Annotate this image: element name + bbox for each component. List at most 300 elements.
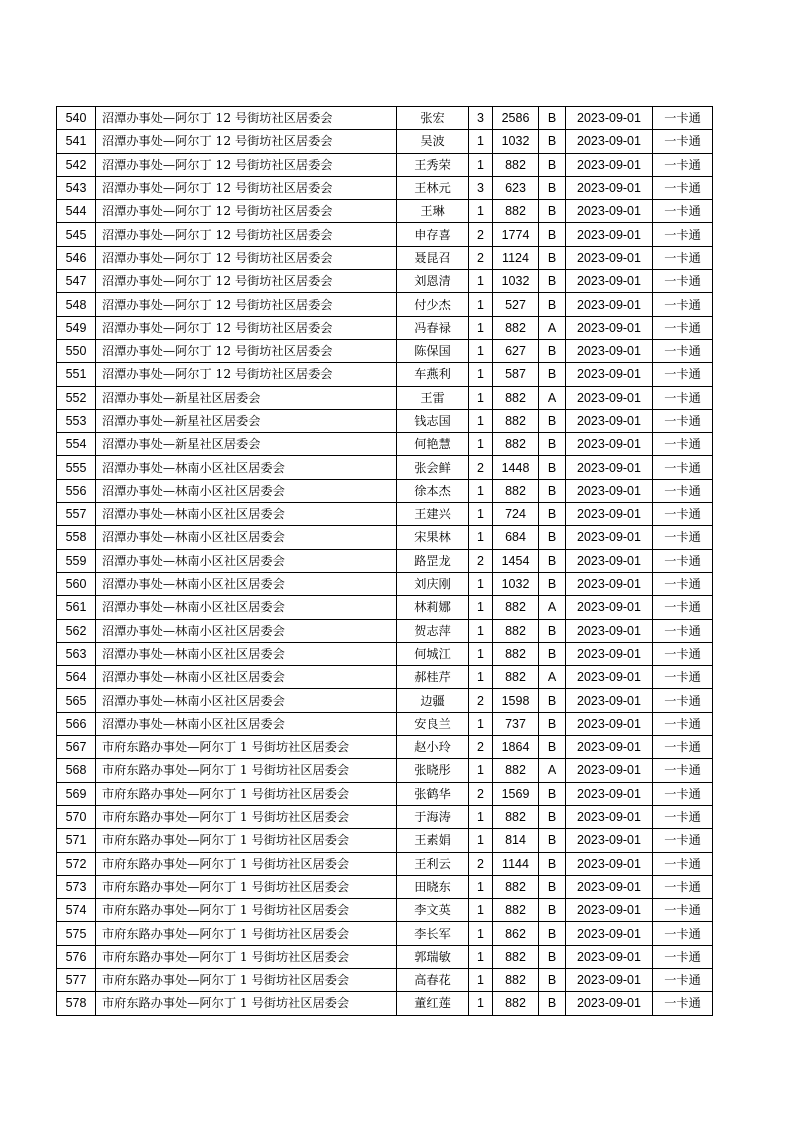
row-number: 561 (57, 596, 96, 619)
amount-cell: 882 (493, 992, 539, 1015)
row-number: 565 (57, 689, 96, 712)
table-row (57, 503, 713, 526)
category-cell: B (539, 642, 566, 665)
name-cell: 李文英 (397, 899, 469, 922)
organization-cell: 沼潭办事处—阿尔丁 12 号街坊社区居委会 (96, 223, 397, 246)
table-row (57, 270, 713, 293)
payment-method-cell: 一卡通 (653, 712, 713, 735)
amount-cell: 814 (493, 829, 539, 852)
household-count-cell: 1 (469, 153, 493, 176)
household-count-cell: 1 (469, 572, 493, 595)
category-cell: B (539, 945, 566, 968)
table-row (57, 107, 713, 130)
row-number: 577 (57, 968, 96, 991)
row-number: 575 (57, 922, 96, 945)
table-row (57, 736, 713, 759)
household-count-cell: 2 (469, 689, 493, 712)
category-cell: B (539, 107, 566, 130)
table-row (57, 852, 713, 875)
organization-cell: 沼潭办事处—林南小区社区居委会 (96, 526, 397, 549)
organization-cell: 沼潭办事处—林南小区社区居委会 (96, 456, 397, 479)
category-cell: B (539, 875, 566, 898)
household-count-cell: 2 (469, 782, 493, 805)
organization-cell: 市府东路办事处—阿尔丁 1 号街坊社区居委会 (96, 875, 397, 898)
table-row (57, 339, 713, 362)
amount-cell: 882 (493, 899, 539, 922)
organization-cell: 沼潭办事处—新星社区居委会 (96, 409, 397, 432)
household-count-cell: 1 (469, 875, 493, 898)
row-number: 562 (57, 619, 96, 642)
amount-cell: 627 (493, 339, 539, 362)
household-count-cell: 2 (469, 736, 493, 759)
date-cell: 2023-09-01 (566, 899, 653, 922)
category-cell: B (539, 433, 566, 456)
date-cell: 2023-09-01 (566, 992, 653, 1015)
row-number: 569 (57, 782, 96, 805)
name-cell: 张会鲜 (397, 456, 469, 479)
amount-cell: 882 (493, 596, 539, 619)
row-number: 568 (57, 759, 96, 782)
table-row (57, 712, 713, 735)
category-cell: B (539, 200, 566, 223)
organization-cell: 市府东路办事处—阿尔丁 1 号街坊社区居委会 (96, 829, 397, 852)
row-number: 571 (57, 829, 96, 852)
date-cell: 2023-09-01 (566, 712, 653, 735)
amount-cell: 862 (493, 922, 539, 945)
row-number: 551 (57, 363, 96, 386)
date-cell: 2023-09-01 (566, 642, 653, 665)
household-count-cell: 3 (469, 107, 493, 130)
household-count-cell: 1 (469, 596, 493, 619)
household-count-cell: 1 (469, 363, 493, 386)
payment-method-cell: 一卡通 (653, 363, 713, 386)
row-number: 563 (57, 642, 96, 665)
row-number: 572 (57, 852, 96, 875)
amount-cell: 882 (493, 386, 539, 409)
name-cell: 何艳慧 (397, 433, 469, 456)
name-cell: 王秀荣 (397, 153, 469, 176)
amount-cell: 1569 (493, 782, 539, 805)
payment-method-cell: 一卡通 (653, 153, 713, 176)
table-row (57, 968, 713, 991)
row-number: 564 (57, 666, 96, 689)
organization-cell: 沼潭办事处—阿尔丁 12 号街坊社区居委会 (96, 246, 397, 269)
row-number: 541 (57, 130, 96, 153)
household-count-cell: 1 (469, 759, 493, 782)
table-row (57, 526, 713, 549)
name-cell: 李长军 (397, 922, 469, 945)
amount-cell: 882 (493, 642, 539, 665)
name-cell: 冯春禄 (397, 316, 469, 339)
date-cell: 2023-09-01 (566, 619, 653, 642)
payment-method-cell: 一卡通 (653, 456, 713, 479)
date-cell: 2023-09-01 (566, 479, 653, 502)
table-row (57, 153, 713, 176)
row-number: 548 (57, 293, 96, 316)
row-number: 542 (57, 153, 96, 176)
amount-cell: 587 (493, 363, 539, 386)
amount-cell: 882 (493, 409, 539, 432)
household-count-cell: 1 (469, 409, 493, 432)
organization-cell: 沼潭办事处—阿尔丁 12 号街坊社区居委会 (96, 339, 397, 362)
name-cell: 董红莲 (397, 992, 469, 1015)
row-number: 555 (57, 456, 96, 479)
name-cell: 张宏 (397, 107, 469, 130)
name-cell: 王林元 (397, 176, 469, 199)
household-count-cell: 1 (469, 130, 493, 153)
name-cell: 于海涛 (397, 805, 469, 828)
name-cell: 王建兴 (397, 503, 469, 526)
table-row (57, 642, 713, 665)
household-count-cell: 1 (469, 922, 493, 945)
row-number: 576 (57, 945, 96, 968)
row-number: 573 (57, 875, 96, 898)
organization-cell: 市府东路办事处—阿尔丁 1 号街坊社区居委会 (96, 968, 397, 991)
table-row (57, 875, 713, 898)
payment-method-cell: 一卡通 (653, 782, 713, 805)
organization-cell: 沼潭办事处—林南小区社区居委会 (96, 549, 397, 572)
date-cell: 2023-09-01 (566, 968, 653, 991)
category-cell: B (539, 736, 566, 759)
name-cell: 宋果林 (397, 526, 469, 549)
category-cell: B (539, 270, 566, 293)
household-count-cell: 1 (469, 270, 493, 293)
category-cell: B (539, 992, 566, 1015)
table-row (57, 246, 713, 269)
organization-cell: 沼潭办事处—阿尔丁 12 号街坊社区居委会 (96, 270, 397, 293)
name-cell: 王雷 (397, 386, 469, 409)
payment-method-cell: 一卡通 (653, 107, 713, 130)
category-cell: B (539, 852, 566, 875)
date-cell: 2023-09-01 (566, 922, 653, 945)
payment-method-cell: 一卡通 (653, 246, 713, 269)
category-cell: B (539, 363, 566, 386)
amount-cell: 684 (493, 526, 539, 549)
amount-cell: 1032 (493, 270, 539, 293)
payment-method-cell: 一卡通 (653, 875, 713, 898)
name-cell: 高春花 (397, 968, 469, 991)
amount-cell: 882 (493, 433, 539, 456)
household-count-cell: 1 (469, 968, 493, 991)
row-number: 547 (57, 270, 96, 293)
category-cell: B (539, 153, 566, 176)
household-count-cell: 1 (469, 992, 493, 1015)
payment-method-cell: 一卡通 (653, 596, 713, 619)
organization-cell: 沼潭办事处—林南小区社区居委会 (96, 712, 397, 735)
household-count-cell: 2 (469, 456, 493, 479)
name-cell: 王利云 (397, 852, 469, 875)
table-row (57, 992, 713, 1015)
amount-cell: 882 (493, 666, 539, 689)
table-row (57, 782, 713, 805)
amount-cell: 882 (493, 479, 539, 502)
date-cell: 2023-09-01 (566, 736, 653, 759)
table-row (57, 829, 713, 852)
table-row (57, 619, 713, 642)
category-cell: A (539, 759, 566, 782)
category-cell: B (539, 619, 566, 642)
payment-method-cell: 一卡通 (653, 316, 713, 339)
category-cell: B (539, 805, 566, 828)
category-cell: B (539, 176, 566, 199)
name-cell: 路罡龙 (397, 549, 469, 572)
row-number: 553 (57, 409, 96, 432)
date-cell: 2023-09-01 (566, 270, 653, 293)
date-cell: 2023-09-01 (566, 503, 653, 526)
payment-method-cell: 一卡通 (653, 549, 713, 572)
organization-cell: 沼潭办事处—林南小区社区居委会 (96, 503, 397, 526)
name-cell: 田晓东 (397, 875, 469, 898)
table-row (57, 689, 713, 712)
date-cell: 2023-09-01 (566, 363, 653, 386)
household-count-cell: 3 (469, 176, 493, 199)
row-number: 557 (57, 503, 96, 526)
payment-method-cell: 一卡通 (653, 945, 713, 968)
organization-cell: 沼潭办事处—林南小区社区居委会 (96, 572, 397, 595)
payment-method-cell: 一卡通 (653, 339, 713, 362)
payment-method-cell: 一卡通 (653, 479, 713, 502)
row-number: 540 (57, 107, 96, 130)
table-row (57, 922, 713, 945)
amount-cell: 882 (493, 968, 539, 991)
organization-cell: 沼潭办事处—阿尔丁 12 号街坊社区居委会 (96, 293, 397, 316)
household-count-cell: 1 (469, 386, 493, 409)
amount-cell: 1448 (493, 456, 539, 479)
row-number: 546 (57, 246, 96, 269)
date-cell: 2023-09-01 (566, 782, 653, 805)
name-cell: 刘恩清 (397, 270, 469, 293)
payment-method-cell: 一卡通 (653, 293, 713, 316)
date-cell: 2023-09-01 (566, 549, 653, 572)
category-cell: B (539, 526, 566, 549)
table-row (57, 899, 713, 922)
amount-cell: 1032 (493, 130, 539, 153)
amount-cell: 1454 (493, 549, 539, 572)
household-count-cell: 1 (469, 503, 493, 526)
amount-cell: 882 (493, 759, 539, 782)
payment-method-cell: 一卡通 (653, 619, 713, 642)
date-cell: 2023-09-01 (566, 433, 653, 456)
household-count-cell: 1 (469, 293, 493, 316)
household-count-cell: 2 (469, 549, 493, 572)
table-row (57, 456, 713, 479)
table-row (57, 572, 713, 595)
organization-cell: 沼潭办事处—阿尔丁 12 号街坊社区居委会 (96, 107, 397, 130)
organization-cell: 市府东路办事处—阿尔丁 1 号街坊社区居委会 (96, 805, 397, 828)
row-number: 560 (57, 572, 96, 595)
amount-cell: 882 (493, 316, 539, 339)
amount-cell: 882 (493, 875, 539, 898)
row-number: 559 (57, 549, 96, 572)
date-cell: 2023-09-01 (566, 456, 653, 479)
category-cell: A (539, 596, 566, 619)
household-count-cell: 2 (469, 246, 493, 269)
date-cell: 2023-09-01 (566, 246, 653, 269)
payment-method-cell: 一卡通 (653, 829, 713, 852)
payment-method-cell: 一卡通 (653, 270, 713, 293)
table-row (57, 805, 713, 828)
name-cell: 王琳 (397, 200, 469, 223)
name-cell: 郭瑞敏 (397, 945, 469, 968)
household-count-cell: 1 (469, 526, 493, 549)
name-cell: 徐本杰 (397, 479, 469, 502)
date-cell: 2023-09-01 (566, 829, 653, 852)
organization-cell: 沼潭办事处—林南小区社区居委会 (96, 596, 397, 619)
category-cell: B (539, 479, 566, 502)
date-cell: 2023-09-01 (566, 805, 653, 828)
table-row (57, 666, 713, 689)
category-cell: B (539, 572, 566, 595)
organization-cell: 沼潭办事处—阿尔丁 12 号街坊社区居委会 (96, 316, 397, 339)
name-cell: 聂昆召 (397, 246, 469, 269)
payment-method-cell: 一卡通 (653, 526, 713, 549)
organization-cell: 沼潭办事处—林南小区社区居委会 (96, 619, 397, 642)
payment-method-cell: 一卡通 (653, 899, 713, 922)
date-cell: 2023-09-01 (566, 223, 653, 246)
organization-cell: 沼潭办事处—新星社区居委会 (96, 386, 397, 409)
amount-cell: 1598 (493, 689, 539, 712)
amount-cell: 882 (493, 945, 539, 968)
amount-cell: 1144 (493, 852, 539, 875)
category-cell: B (539, 339, 566, 362)
name-cell: 边疆 (397, 689, 469, 712)
amount-cell: 882 (493, 619, 539, 642)
organization-cell: 市府东路办事处—阿尔丁 1 号街坊社区居委会 (96, 992, 397, 1015)
date-cell: 2023-09-01 (566, 666, 653, 689)
organization-cell: 沼潭办事处—阿尔丁 12 号街坊社区居委会 (96, 130, 397, 153)
organization-cell: 市府东路办事处—阿尔丁 1 号街坊社区居委会 (96, 782, 397, 805)
category-cell: B (539, 899, 566, 922)
category-cell: B (539, 922, 566, 945)
date-cell: 2023-09-01 (566, 572, 653, 595)
table-row (57, 945, 713, 968)
household-count-cell: 1 (469, 339, 493, 362)
payment-method-cell: 一卡通 (653, 992, 713, 1015)
category-cell: B (539, 456, 566, 479)
payment-method-cell: 一卡通 (653, 130, 713, 153)
table-row (57, 200, 713, 223)
organization-cell: 沼潭办事处—阿尔丁 12 号街坊社区居委会 (96, 200, 397, 223)
name-cell: 郝桂芹 (397, 666, 469, 689)
data-table (56, 106, 713, 1016)
name-cell: 钱志国 (397, 409, 469, 432)
name-cell: 车燕利 (397, 363, 469, 386)
table-row (57, 316, 713, 339)
table-row (57, 130, 713, 153)
date-cell: 2023-09-01 (566, 107, 653, 130)
row-number: 574 (57, 899, 96, 922)
amount-cell: 1124 (493, 246, 539, 269)
household-count-cell: 1 (469, 619, 493, 642)
category-cell: B (539, 503, 566, 526)
organization-cell: 沼潭办事处—阿尔丁 12 号街坊社区居委会 (96, 153, 397, 176)
household-count-cell: 1 (469, 200, 493, 223)
organization-cell: 沼潭办事处—林南小区社区居委会 (96, 666, 397, 689)
name-cell: 安良兰 (397, 712, 469, 735)
date-cell: 2023-09-01 (566, 852, 653, 875)
category-cell: B (539, 712, 566, 735)
category-cell: B (539, 246, 566, 269)
payment-method-cell: 一卡通 (653, 433, 713, 456)
organization-cell: 沼潭办事处—林南小区社区居委会 (96, 479, 397, 502)
payment-method-cell: 一卡通 (653, 409, 713, 432)
payment-method-cell: 一卡通 (653, 759, 713, 782)
category-cell: A (539, 316, 566, 339)
household-count-cell: 1 (469, 712, 493, 735)
date-cell: 2023-09-01 (566, 386, 653, 409)
organization-cell: 市府东路办事处—阿尔丁 1 号街坊社区居委会 (96, 899, 397, 922)
table-row (57, 293, 713, 316)
row-number: 544 (57, 200, 96, 223)
category-cell: A (539, 386, 566, 409)
amount-cell: 737 (493, 712, 539, 735)
payment-method-cell: 一卡通 (653, 386, 713, 409)
row-number: 578 (57, 992, 96, 1015)
row-number: 567 (57, 736, 96, 759)
organization-cell: 市府东路办事处—阿尔丁 1 号街坊社区居委会 (96, 922, 397, 945)
amount-cell: 882 (493, 805, 539, 828)
organization-cell: 市府东路办事处—阿尔丁 1 号街坊社区居委会 (96, 945, 397, 968)
name-cell: 刘庆刚 (397, 572, 469, 595)
name-cell: 赵小玲 (397, 736, 469, 759)
household-count-cell: 1 (469, 316, 493, 339)
household-count-cell: 1 (469, 479, 493, 502)
category-cell: B (539, 223, 566, 246)
household-count-cell: 1 (469, 945, 493, 968)
amount-cell: 1032 (493, 572, 539, 595)
household-count-cell: 1 (469, 433, 493, 456)
payment-method-cell: 一卡通 (653, 922, 713, 945)
category-cell: B (539, 829, 566, 852)
amount-cell: 2586 (493, 107, 539, 130)
date-cell: 2023-09-01 (566, 759, 653, 782)
date-cell: 2023-09-01 (566, 409, 653, 432)
table-row (57, 549, 713, 572)
name-cell: 张晓彤 (397, 759, 469, 782)
organization-cell: 市府东路办事处—阿尔丁 1 号街坊社区居委会 (96, 852, 397, 875)
amount-cell: 1864 (493, 736, 539, 759)
category-cell: B (539, 130, 566, 153)
category-cell: B (539, 549, 566, 572)
payment-method-cell: 一卡通 (653, 642, 713, 665)
amount-cell: 724 (493, 503, 539, 526)
table-row (57, 409, 713, 432)
payment-method-cell: 一卡通 (653, 223, 713, 246)
row-number: 543 (57, 176, 96, 199)
row-number: 566 (57, 712, 96, 735)
payment-method-cell: 一卡通 (653, 852, 713, 875)
household-count-cell: 2 (469, 223, 493, 246)
amount-cell: 623 (493, 176, 539, 199)
table-row (57, 479, 713, 502)
organization-cell: 市府东路办事处—阿尔丁 1 号街坊社区居委会 (96, 759, 397, 782)
category-cell: B (539, 409, 566, 432)
organization-cell: 市府东路办事处—阿尔丁 1 号街坊社区居委会 (96, 736, 397, 759)
category-cell: B (539, 968, 566, 991)
payment-method-cell: 一卡通 (653, 200, 713, 223)
name-cell: 何城江 (397, 642, 469, 665)
household-count-cell: 1 (469, 805, 493, 828)
payment-method-cell: 一卡通 (653, 176, 713, 199)
organization-cell: 沼潭办事处—林南小区社区居委会 (96, 689, 397, 712)
date-cell: 2023-09-01 (566, 176, 653, 199)
household-count-cell: 1 (469, 899, 493, 922)
row-number: 550 (57, 339, 96, 362)
amount-cell: 1774 (493, 223, 539, 246)
category-cell: B (539, 689, 566, 712)
date-cell: 2023-09-01 (566, 153, 653, 176)
organization-cell: 沼潭办事处—林南小区社区居委会 (96, 642, 397, 665)
